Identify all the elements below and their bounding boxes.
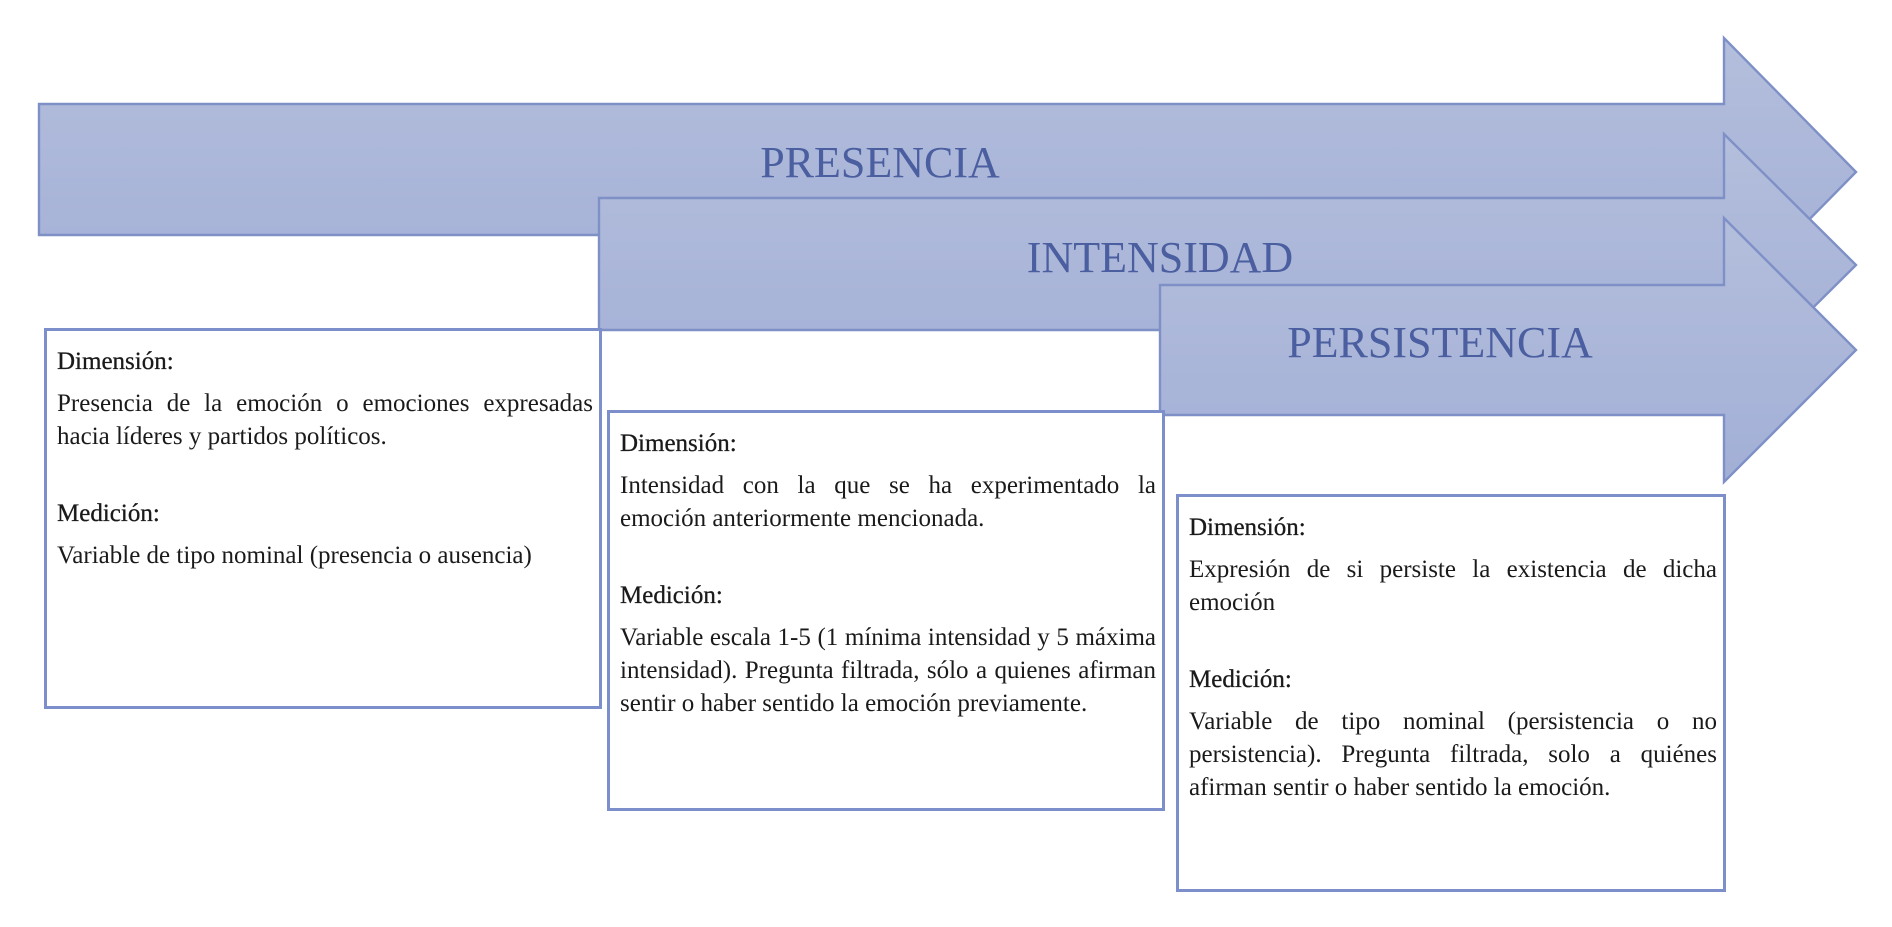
persistencia-description-box: [1176, 494, 1726, 892]
dimension-heading: Dimensión:: [57, 348, 174, 375]
dimension-text: Presencia de la emoción o emociones expresadas hacia líderes y partidos políticos.: [57, 390, 593, 450]
dimension-text: Intensidad con la que se ha experimentado la emoción anteriormente mencionada.: [620, 472, 1156, 532]
dimension-text: Expresión de si persiste la existencia de dicha emoción: [1189, 556, 1717, 616]
medicion-heading: Medición:: [1189, 666, 1292, 693]
arrow-presencia-label: PRESENCIA: [760, 138, 1000, 187]
medicion-text: Variable de tipo nominal (persistencia o no persistencia). Pregunta filtrada, solo a quiénes afirman sentir o haber sentido la emoción.: [1189, 708, 1717, 801]
medicion-text: Variable de tipo nominal (presencia o ausencia): [57, 542, 532, 569]
arrow-intensidad-label: INTENSIDAD: [1026, 233, 1294, 282]
arrow-persistencia-label: PERSISTENCIA: [1287, 318, 1593, 367]
medicion-text: Variable escala 1-5 (1 mínima intensidad y 5 máxima intensidad). Pregunta filtrada, sólo a quienes afirman sentir o haber sentido la emoción previamente.: [620, 624, 1156, 717]
intensidad-description-box: [607, 410, 1165, 811]
medicion-heading: Medición:: [57, 500, 160, 527]
dimension-heading: Dimensión:: [620, 430, 737, 457]
medicion-heading: Medición:: [620, 582, 723, 609]
dimension-heading: Dimensión:: [1189, 514, 1306, 541]
presencia-description-box: [44, 328, 602, 709]
